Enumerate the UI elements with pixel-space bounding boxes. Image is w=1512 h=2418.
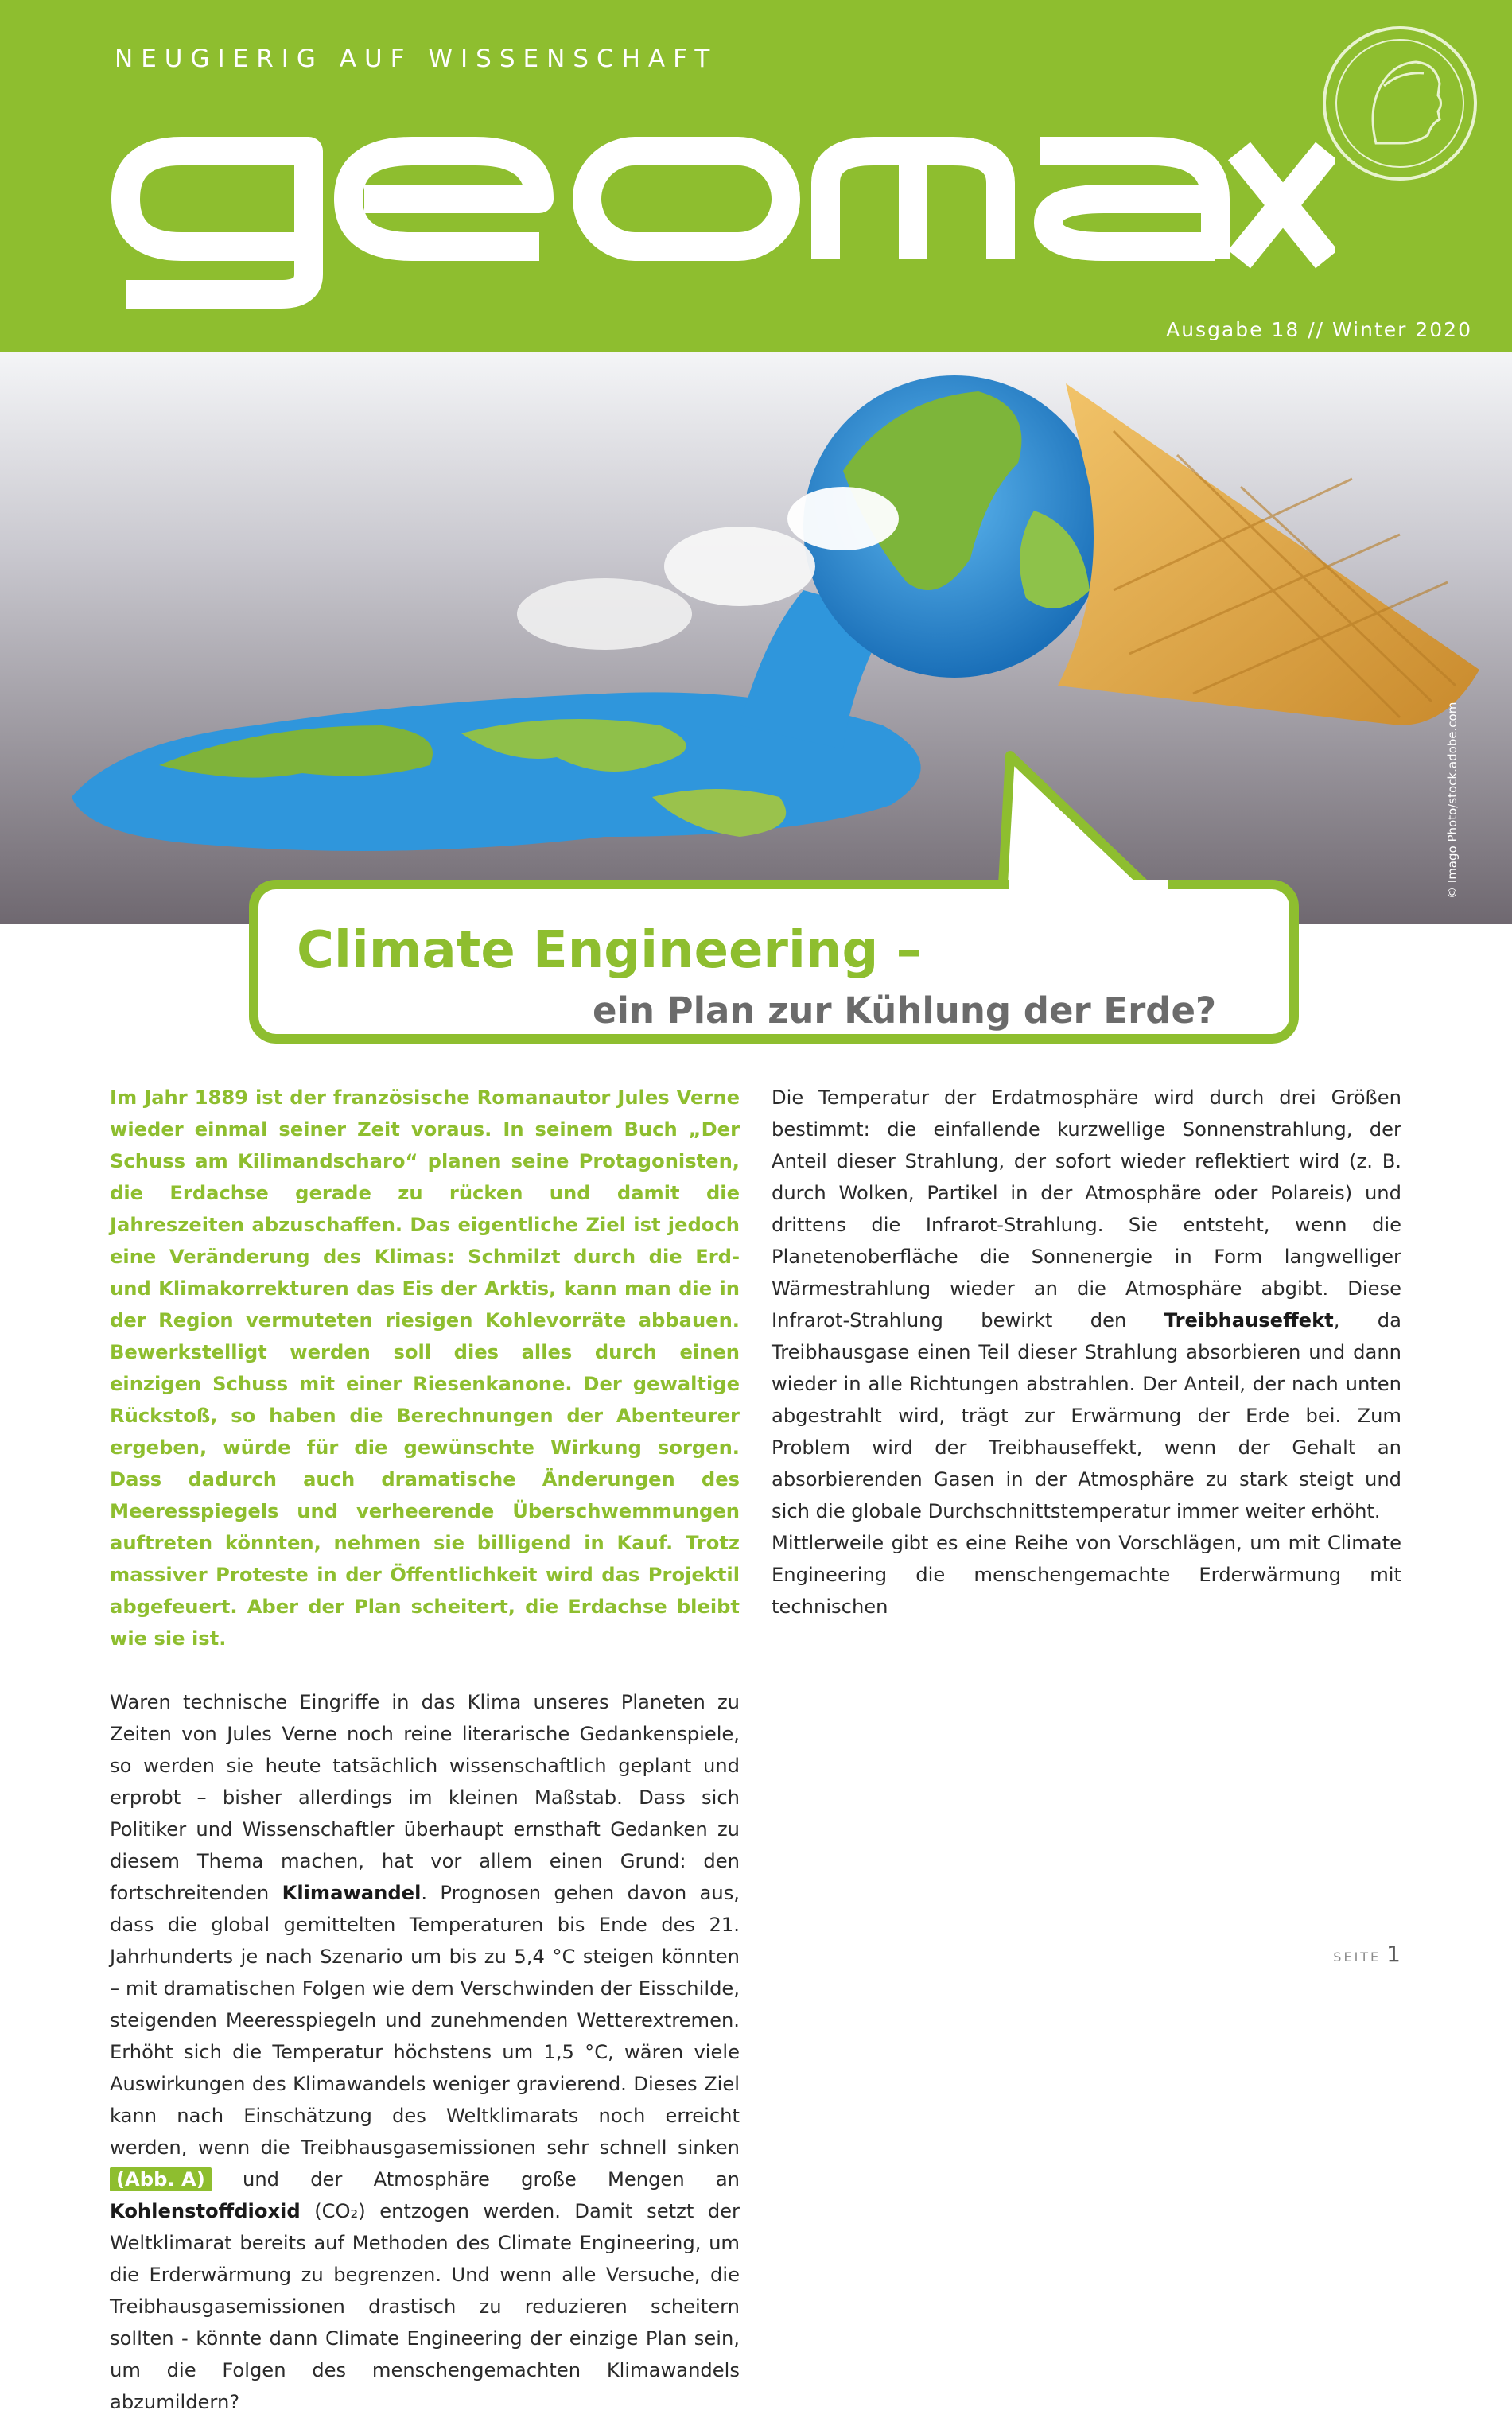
text-run: (CO₂) entzogen werden. Damit setzt der Weltklimarat bereits auf Methoden des Climate Engineering, um die Erderwärmung zu begrenzen. Und wenn alle Versuche, die Treibhausgasemissionen drastisch zu reduzieren scheitern sollten - könnte dann Climate Engineering der einzige Plan sein, um die Folgen des menschengemachten Klimawandels abzumildern? <box>110 2200 740 2413</box>
minerva-seal-icon <box>1320 24 1479 183</box>
figure-reference-link[interactable]: (Abb. A) <box>110 2167 212 2191</box>
text-run: , da Treibhausgase einen Teil dieser Strahlung absorbieren und dann wieder in alle Richtungen abstrahlen. Der Anteil, der nach unten abgestrahlt wird, trägt zur Erwärmung der Erde bei. Zum Problem wird der Treibhauseffekt, wenn der Gehalt an absorbierenden Gasen in der Atmosphäre zu stark steigt und sich die globale Durchschnittstemperatur immer weiter erhöht. <box>772 1309 1401 1522</box>
melting-earth-ice-cream-image <box>0 352 1512 924</box>
page-footer <box>1333 1941 1401 1967</box>
geomax-logo <box>110 103 1335 310</box>
text-run: . Prognosen gehen davon aus, dass die global gemittelten Temperaturen bis Ende des 21. Jahrhunderts je nach Szenario um bis zu 5,4 °C steigen könnten – mit dramatischen Folgen wie dem Verschwinden der Eisschilde, steigenden Meeresspiegeln und zunehmenden Wetterextremen. Erhöht sich die Temperatur höchstens um 1,5 °C, wären viele Auswirkungen des Klimawandels weniger gravierend. Dieses Ziel kann nach Einschätzung des Weltklimarats noch erreicht werden, wenn die Treibhausgasemissionen sehr schnell sinken <box>110 1882 740 2159</box>
title-box-pointer <box>978 748 1185 899</box>
masthead <box>0 0 1512 352</box>
keyword-klimawandel[interactable]: Klimawandel <box>282 1882 422 1904</box>
article-lead: Im Jahr 1889 ist der französische Romanautor Jules Verne wieder einmal seiner Zeit voraus. In seinem Buch „Der Schuss am Kilimandscharo“ planen seine Protagonisten, die Erdachse gerade zu rücken und damit die Jahreszeiten abzuschaffen. Das eigentliche Ziel ist jedoch eine Veränderung des Klimas: Schmilzt durch die Erd- und Klimakorrekturen das Eis der Arktis, kann man die in der Region vermuteten riesigen Kohlevorräte abbauen. Bewerkstelligt werden soll dies alles durch einen einzigen Schuss mit einer Riesenkanone. Der gewaltige Rückstoß, so haben die Berechnungen der Abenteurer ergeben, würde für die gewünschte Wirkung sorgen. Dass dadurch auch dramatische Änderungen des Meeresspiegels und verheerende Überschwemmungen auftreten könnten, nehmen sie billigend in Kauf. Trotz massiver Proteste in der Öffentlichkeit wird das Projektil abgefeuert. Aber der Plan scheitert, die Erdachse bleibt wie sie ist. <box>110 1087 740 1650</box>
article-paragraph <box>110 1686 740 2418</box>
article-title: Climate Engineering – <box>297 921 922 980</box>
page-label: SEITE <box>1333 1950 1382 1965</box>
pointer-join <box>1009 880 1168 891</box>
text-run: Die Temperatur der Erdatmosphäre wird durch drei Größen bestimmt: die einfallende kurzwellige Sonnenstrahlung, der Anteil dieser Strahlung, der sofort wieder reflektiert wird (z. B. durch Wolken, Partikel in der Atmosphäre oder Polareis) und drittens die Infrarot-Strahlung. Sie entsteht, wenn die Planetenoberfläche die Sonnenergie in Form langwelliger Wärmestrahlung wieder an die Atmosphäre abgibt. Diese Infrarot-Strahlung bewirkt den <box>772 1087 1401 1331</box>
page-number: 1 <box>1386 1941 1401 1967</box>
title-box <box>249 880 1299 1044</box>
photo-credit: © Imago Photo/stock.adobe.com <box>1445 702 1460 899</box>
article-paragraph <box>772 1082 1401 1527</box>
issue-label: Ausgabe 18 // Winter 2020 <box>1166 318 1472 341</box>
keyword-treibhauseffekt[interactable]: Treibhauseffekt <box>1164 1309 1334 1331</box>
text-run: Waren technische Eingriffe in das Klima unseres Planeten zu Zeiten von Jules Verne noch reine literarische Gedankenspiele, so werden sie heute tatsächlich wissenschaftlich geplant und erprobt – bisher allerdings im kleinen Maßstab. Dass sich Politiker und Wissenschaftler überhaupt ernsthaft Gedanken zu diesem Thema machen, hat vor allem einen Grund: den fortschreitenden <box>110 1691 740 1904</box>
keyword-kohlenstoffdioxid[interactable]: Kohlenstoffdioxid <box>110 2200 301 2222</box>
text-run: und der Atmosphäre große Mengen an <box>211 2168 740 2191</box>
article-subtitle: ein Plan zur Kühlung der Erde? <box>593 989 1217 1032</box>
tagline: NEUGIERIG AUF WISSENSCHAFT <box>115 45 718 73</box>
article-paragraph: Mittlerweile gibt es eine Reihe von Vorschlägen, um mit Climate Engineering die menschengemachte Erderwärmung mit technischen <box>772 1532 1401 1618</box>
article-column-right <box>772 1082 1401 1623</box>
article-column-left <box>110 1082 740 2418</box>
